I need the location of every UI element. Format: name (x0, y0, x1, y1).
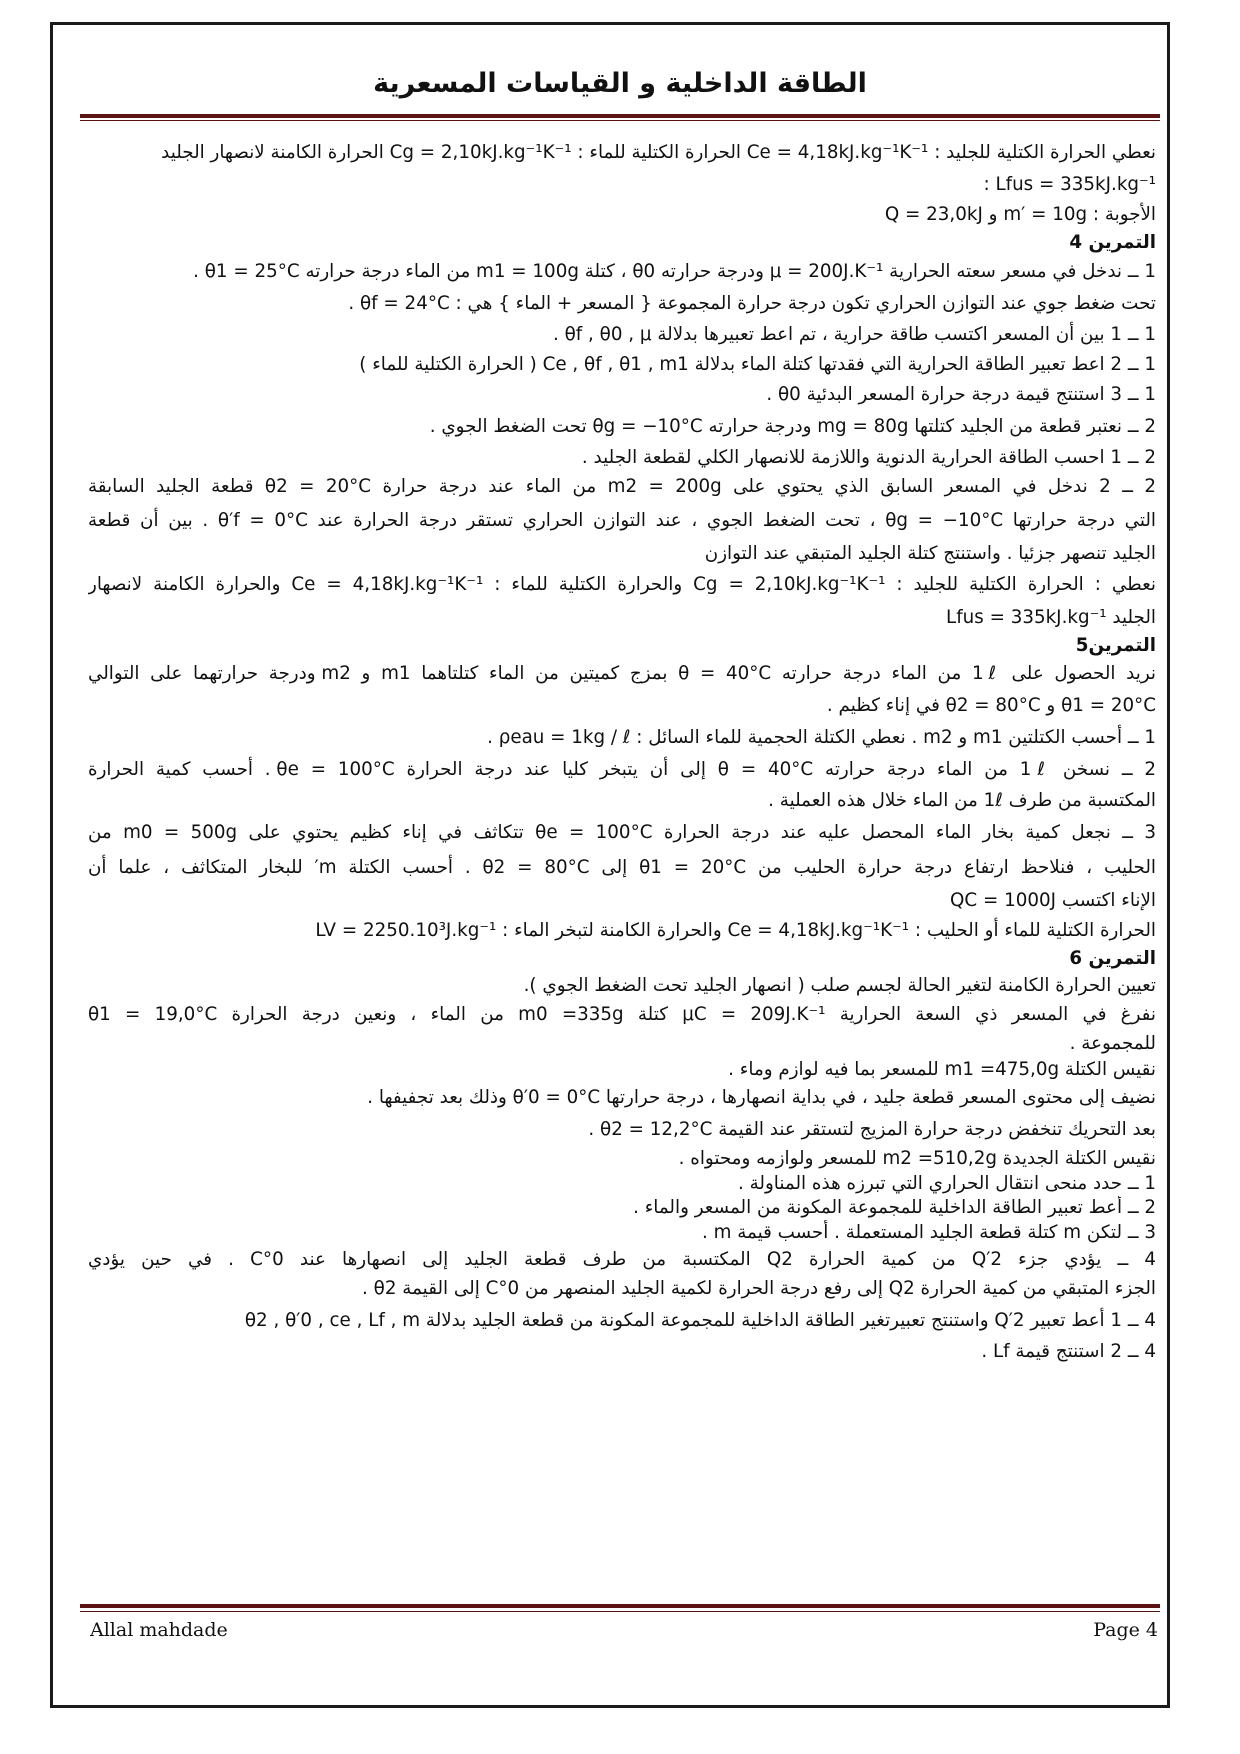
text-line: بعد التحريك تنخفض درجة حرارة المزيج لتستقر عند القيمة θ2 = 12,2°C . (588, 1119, 1156, 1140)
text-line: الحرارة الكتلية للماء أو الحليب : Ce = 4,18kJ.kg⁻¹K⁻¹ والحرارة الكامنة لتبخر الماء : LV = 2250.10³J.kg⁻¹ (315, 920, 1156, 941)
text-line: تحت ضغط جوي عند التوازن الحراري تكون درجة حرارة المجموعة { المسعر + الماء } هي : θf = 24°C . (348, 293, 1156, 314)
page-title: الطاقة الداخلية و القياسات المسعرية (373, 68, 867, 99)
document-body (88, 136, 1156, 1366)
text-line: التي درجة حرارتها θg = −10°C ، تحت الضغط الجوي ، عند التوازن الحراري تستقر درجة الحرارة عند θ′f = 0°C . بين أن قطعة (88, 510, 1156, 531)
text-line: 3 ــ نجعل كمية بخار الماء المحصل عليه عند درجة الحرارة θe = 100°C تتكاثف في إناء كظيم يحتوي على m0 = 500g من (88, 822, 1156, 843)
text-line: 2 ــ نعتبر قطعة من الجليد كتلتها mg = 80g ودرجة حرارته θg = −10°C تحت الضغط الجوي . (429, 416, 1156, 437)
text-line: 3 ــ لتكن m كتلة قطعة الجليد المستعملة . أحسب قيمة m . (701, 1222, 1156, 1243)
text-line: 2 ــ 1 احسب الطاقة الحرارية الدنوية واللازمة للانصهار الكلي لقطعة الجليد . (581, 447, 1156, 468)
text-line: الإناء اكتسب QC = 1000J (950, 890, 1156, 911)
footer-rule-thin (80, 1611, 1160, 1612)
text-line: نقيس الكتلة m1 =475,0g للمسعر بما فيه لوازم وماء . (728, 1059, 1156, 1080)
text-line: 1 ــ ندخل في مسعر سعته الحرارية μ = 200J.K⁻¹ ودرجة حرارته θ0 ، كتلة m1 = 100g من الماء درجة حرارته θ1 = 25°C . (193, 261, 1156, 282)
text-line: الحليب ، فنلاحظ ارتفاع درجة حرارة الحليب من θ1 = 20°C إلى θ2 = 80°C . أحسب الكتلة m′ للبخار المتكاثف ، علما أن (88, 857, 1156, 878)
exercise-heading: التمرين 6 (1069, 948, 1156, 969)
text-line: 2 ــ أعط تعبير الطاقة الداخلية للمجموعة المكونة من المسعر والماء . (633, 1197, 1156, 1218)
footer-page-number: Page 4 (1093, 1619, 1158, 1641)
footer-author: Allal mahdade (90, 1619, 228, 1641)
header-rule-thin (80, 120, 1160, 121)
text-line: Lfus = 335kJ.kg⁻¹ : (983, 174, 1156, 195)
text-line: 4 ــ 2 استنتج قيمة Lf . (981, 1341, 1156, 1362)
exercise-heading: التمرين 4 (1069, 232, 1156, 253)
text-line: نعطي : الحرارة الكتلية للجليد : Cg = 2,10kJ.kg⁻¹K⁻¹ والحرارة الكتلية للماء : Ce = 4,18kJ.kg⁻¹K⁻¹ والحرارة الكامنة لانصهار (88, 574, 1156, 595)
text-line: نقيس الكتلة الجديدة m2 =510,2g للمسعر ولوازمه ومحتواه . (678, 1148, 1156, 1169)
text-line: الجزء المتبقي من كمية الحرارة Q2 إلى رفع درجة الحرارة لكمية الجليد المنصهر من 0°C إلى القيمة θ2 . (362, 1278, 1156, 1299)
text-line: نعطي الحرارة الكتلية للجليد : Ce = 4,18kJ.kg⁻¹K⁻¹ الحرارة الكتلية للماء : Cg = 2,10kJ.kg⁻¹K⁻¹ الحرارة الكامنة لانصهار الجليد (161, 142, 1156, 163)
text-line: الأجوبة : m′ = 10g و Q = 23,0kJ (884, 204, 1156, 225)
text-line: 1 ــ 3 استنتج قيمة درجة حرارة المسعر البدئية θ0 . (766, 384, 1156, 405)
text-line: الجليد Lfus = 335kJ.kg⁻¹ (946, 607, 1156, 628)
text-line: الجليد تنصهر جزئيا . واستنتج كتلة الجليد المتبقي عند التوازن (704, 543, 1156, 564)
footer-rule (80, 1604, 1160, 1608)
text-line: 2 ــ 2 ندخل في المسعر السابق الذي يحتوي على m2 = 200g من الماء عند درجة حرارة θ2 = 20°C قطعة الجليد السابقة (88, 476, 1156, 497)
text-line: 2 ــ نسخن 1ℓ من الماء درجة حرارته θ = 40°C إلى أن يتبخر كليا عند درجة الحرارة θe = 100°C . أحسب كمية الحرارة (88, 759, 1156, 780)
text-line: نضيف إلى محتوى المسعر قطعة جليد ، في بداية انصهارها ، درجة حرارتها θ′0 = 0°C وذلك بعد تجفيفها . (367, 1087, 1156, 1108)
header-rule (80, 114, 1160, 118)
text-line: نريد الحصول على 1ℓ من الماء درجة حرارته θ = 40°C بمزج كميتين من الماء كتلتاهما m1 و m2 ودرجة حرارتهما على التوالي (88, 663, 1156, 684)
text-line: 1 ــ 2 اعط تعبير الطاقة الحرارية التي فقدتها كتلة الماء بدلالة Ce , θf , θ1 , m1 ( الحرارة الكتلية للماء ) (359, 354, 1156, 375)
text-line: تعيين الحرارة الكامنة لتغير الحالة لجسم صلب ( انصهار الجليد تحت الضغط الجوي ). (523, 975, 1156, 996)
text-line: نفرغ في المسعر ذي السعة الحرارية μC = 209J.K⁻¹ كتلة m0 =335g من الماء ، ونعين درجة الحرارة θ1 = 19,0°C (88, 1004, 1156, 1025)
text-line: 1 ــ أحسب الكتلتين m1 و m2 . نعطي الكتلة الحجمية للماء السائل : ρeau = 1kg / ℓ . (487, 727, 1156, 748)
text-line: 4 ــ 1 أعط تعبير Q′2 واستنتج تعبيرتغير الطاقة الداخلية للمجموعة المكونة من قطعة الجليد بدلالة θ2 , θ′0 , ce , Lf , m (244, 1310, 1156, 1331)
text-line: 4 ــ يؤدي جزء Q′2 من كمية الحرارة Q2 المكتسبة من طرف قطعة الجليد إلى انصهارها عند 0°C . في حين يؤدي (88, 1249, 1156, 1270)
text-line: 1 ــ 1 بين أن المسعر اكتسب طاقة حرارية ، تم اعط تعبيرها بدلالة θf , θ0 , μ . (553, 324, 1156, 345)
text-line: للمجموعة . (1069, 1033, 1156, 1054)
text-line: θ1 = 20°C و θ2 = 80°C في إناء كظيم . (826, 695, 1156, 716)
text-line: المكتسبة من طرف 1ℓ من الماء خلال هذه العملية . (768, 790, 1156, 811)
text-line: 1 ــ حدد منحى انتقال الحراري التي تبرزه هذه المناولة . (737, 1173, 1156, 1194)
exercise-heading: التمرين5 (1075, 635, 1156, 656)
